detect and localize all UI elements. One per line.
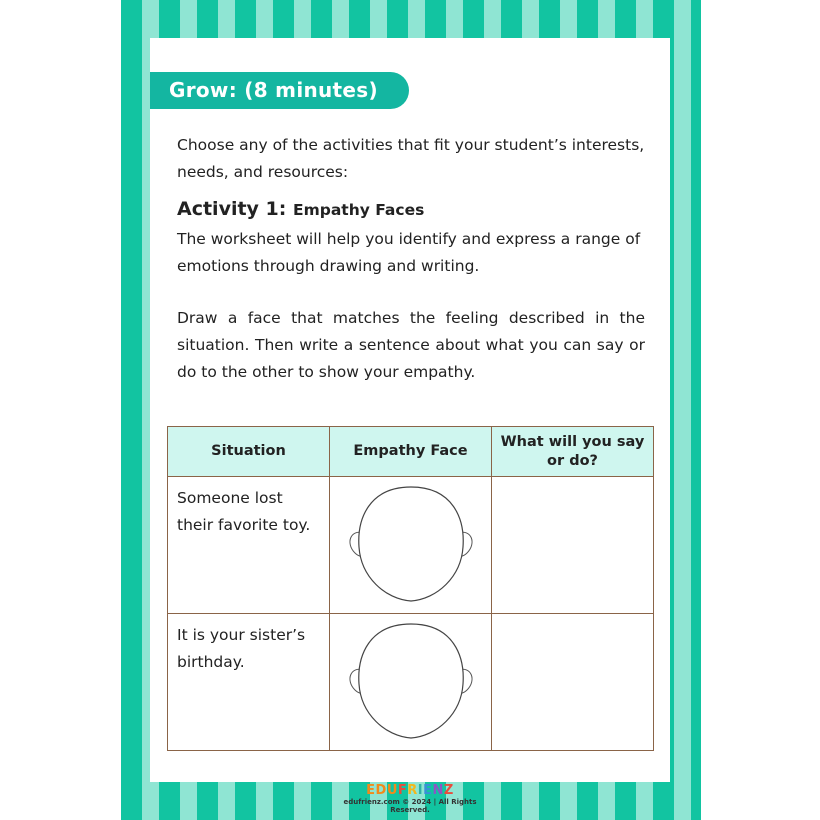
header-situation: Situation: [168, 427, 330, 477]
activity-label: Activity 1:: [177, 198, 287, 220]
activity-heading: [177, 198, 424, 220]
logo-letter: D: [375, 783, 387, 798]
logo-letter: E: [423, 783, 433, 798]
header-say-or-do: What will you say or do?: [492, 427, 654, 477]
empathy-table: [167, 426, 654, 751]
copyright-text: edufrienz.com © 2024 | All Rights Reserved.: [343, 798, 477, 814]
header-empathy-face: Empathy Face: [330, 427, 492, 477]
response-cell[interactable]: [492, 614, 654, 751]
logo-letter: E: [366, 783, 376, 798]
situation-cell: It is your sister’s birthday.: [168, 614, 330, 751]
edufrienz-logo: [360, 783, 460, 798]
logo-letter: N: [432, 783, 444, 798]
activity-name: Empathy Faces: [293, 201, 425, 219]
logo-letter: I: [417, 783, 424, 798]
face-drawing-cell[interactable]: [330, 614, 492, 751]
response-cell[interactable]: [492, 477, 654, 614]
logo-letter: F: [397, 783, 408, 798]
blank-face-outline-icon: [333, 622, 489, 744]
instructions-text: Draw a face that matches the feeling described in the situation. Then write a sentence about what you can say or do to the other to show your empathy.: [177, 309, 645, 381]
table-row: [168, 614, 654, 751]
table-row: [168, 477, 654, 614]
logo-letter: Z: [443, 783, 454, 798]
activity-description: The worksheet will help you identify and express a range of emotions through drawing and writing.: [177, 230, 641, 275]
logo-letter: U: [386, 783, 398, 798]
blank-face-outline-icon: [333, 485, 489, 607]
logo-letter: R: [407, 783, 418, 798]
situation-cell: Someone lost their favorite toy.: [168, 477, 330, 614]
section-title: Grow: (8 minutes): [150, 72, 409, 109]
intro-text: Choose any of the activities that fit your student’s interests, needs, and resources:: [177, 136, 645, 181]
face-drawing-cell[interactable]: [330, 477, 492, 614]
